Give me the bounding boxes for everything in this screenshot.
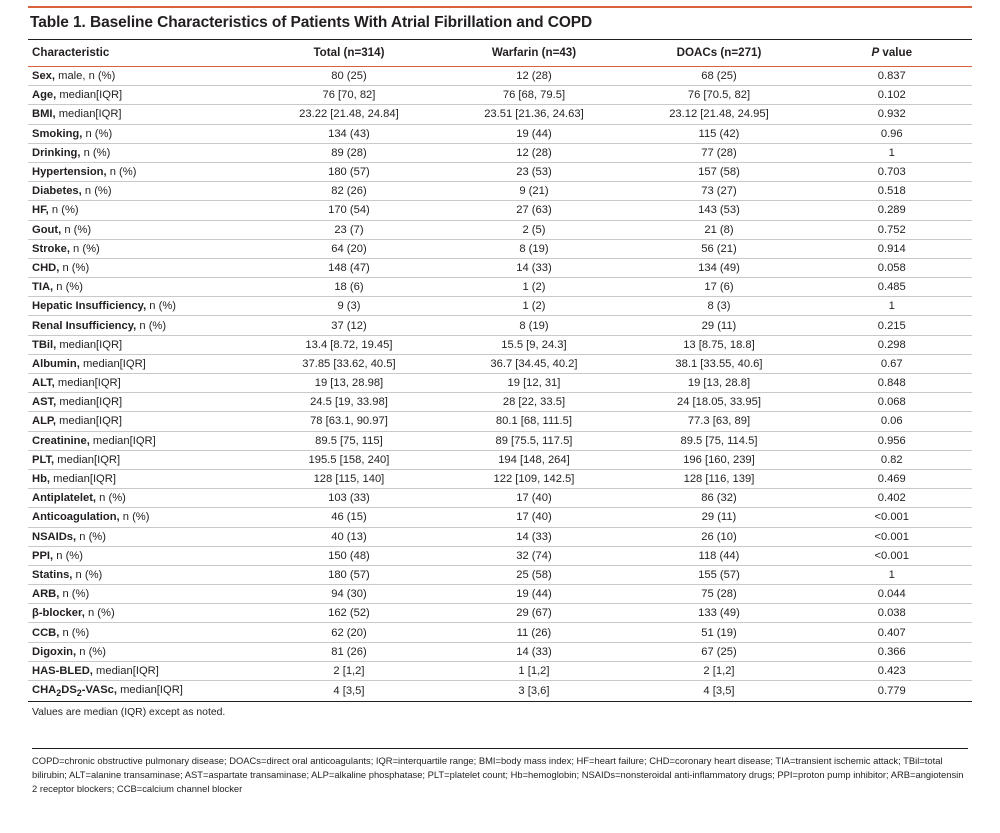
- cell-total: 180 (57): [256, 162, 441, 181]
- cell-doacs: 133 (49): [626, 604, 811, 623]
- cell-total: 46 (15): [256, 508, 441, 527]
- row-label: ARB, n (%): [28, 585, 256, 604]
- table-row: [28, 546, 972, 565]
- cell-total: 24.5 [19, 33.98]: [256, 393, 441, 412]
- cell-warfarin: 32 (74): [441, 546, 626, 565]
- cell-warfarin: 9 (21): [441, 182, 626, 201]
- cell-pvalue: 0.044: [811, 585, 972, 604]
- cell-total: 37 (12): [256, 316, 441, 335]
- table-note: Values are median (IQR) except as noted.: [32, 707, 226, 719]
- row-label: PLT, median[IQR]: [28, 450, 256, 469]
- cell-doacs: 76 [70.5, 82]: [626, 86, 811, 105]
- cell-pvalue: 0.67: [811, 354, 972, 373]
- cell-total: 62 (20): [256, 623, 441, 642]
- cell-warfarin: 27 (63): [441, 201, 626, 220]
- cell-pvalue: 0.485: [811, 278, 972, 297]
- cell-pvalue: 1: [811, 297, 972, 316]
- cell-doacs: 51 (19): [626, 623, 811, 642]
- cell-pvalue: 1: [811, 565, 972, 584]
- cell-total: 94 (30): [256, 585, 441, 604]
- cell-pvalue: 0.518: [811, 182, 972, 201]
- cell-total: 89 (28): [256, 143, 441, 162]
- cell-doacs: 29 (11): [626, 508, 811, 527]
- cell-doacs: 21 (8): [626, 220, 811, 239]
- row-label: HAS-BLED, median[IQR]: [28, 661, 256, 680]
- cell-total: 170 (54): [256, 201, 441, 220]
- cell-total: 76 [70, 82]: [256, 86, 441, 105]
- cell-doacs: 118 (44): [626, 546, 811, 565]
- cell-total: 37.85 [33.62, 40.5]: [256, 354, 441, 373]
- cell-doacs: 24 [18.05, 33.95]: [626, 393, 811, 412]
- table-row: [28, 508, 972, 527]
- table-footnotes: COPD=chronic obstructive pulmonary disease; DOACs=direct oral anticoagulants; IQR=interquartile range; BMI=body mass index; HF=heart failure; CHD=coronary heart disease; TIA=transient ischemic attack; TBil=total bilirubin; ALT=alanine transaminase; AST=aspartate transaminase; ALP=alkaline phosphatase; PLT=platelet count; Hb=hemoglobin; NSAIDs=nonsteroidal anti-inflammatory drugs; PPI=proton pump inhibitor; ARB=angiotensin 2 receptor blockers; CCB=calcium channel blocker: [32, 755, 964, 794]
- cell-pvalue: 0.068: [811, 393, 972, 412]
- cell-total: 18 (6): [256, 278, 441, 297]
- table-row: [28, 124, 972, 143]
- cell-pvalue: 0.102: [811, 86, 972, 105]
- table-row: [28, 182, 972, 201]
- cell-doacs: 68 (25): [626, 67, 811, 86]
- cell-total: 9 (3): [256, 297, 441, 316]
- cell-warfarin: 17 (40): [441, 489, 626, 508]
- row-label: CCB, n (%): [28, 623, 256, 642]
- table-row: [28, 623, 972, 642]
- cell-total: 64 (20): [256, 239, 441, 258]
- table-row: [28, 527, 972, 546]
- cell-warfarin: 1 (2): [441, 297, 626, 316]
- cell-warfarin: 36.7 [34.45, 40.2]: [441, 354, 626, 373]
- cell-warfarin: 122 [109, 142.5]: [441, 469, 626, 488]
- cell-doacs: 13 [8.75, 18.8]: [626, 335, 811, 354]
- row-label: Drinking, n (%): [28, 143, 256, 162]
- cell-doacs: 75 (28): [626, 585, 811, 604]
- cell-total: 180 (57): [256, 565, 441, 584]
- row-label: NSAIDs, n (%): [28, 527, 256, 546]
- cell-warfarin: 25 (58): [441, 565, 626, 584]
- cell-total: 128 [115, 140]: [256, 469, 441, 488]
- cell-pvalue: 0.038: [811, 604, 972, 623]
- table-row: [28, 450, 972, 469]
- cell-pvalue: 0.215: [811, 316, 972, 335]
- row-label: Statins, n (%): [28, 565, 256, 584]
- cell-doacs: 143 (53): [626, 201, 811, 220]
- cell-warfarin: 2 (5): [441, 220, 626, 239]
- cell-doacs: 2 [1,2]: [626, 661, 811, 680]
- cell-doacs: 73 (27): [626, 182, 811, 201]
- cell-doacs: 157 (58): [626, 162, 811, 181]
- cell-doacs: 26 (10): [626, 527, 811, 546]
- cell-pvalue: 0.96: [811, 124, 972, 143]
- cell-warfarin: 12 (28): [441, 143, 626, 162]
- table-row: [28, 105, 972, 124]
- table-row: [28, 681, 972, 702]
- table-row: [28, 412, 972, 431]
- table-body: [28, 67, 972, 702]
- row-label: Renal Insufficiency, n (%): [28, 316, 256, 335]
- cell-pvalue: 0.407: [811, 623, 972, 642]
- cell-doacs: 38.1 [33.55, 40.6]: [626, 354, 811, 373]
- cell-doacs: 4 [3,5]: [626, 681, 811, 702]
- cell-pvalue: 0.779: [811, 681, 972, 702]
- cell-pvalue: 0.703: [811, 162, 972, 181]
- row-label: Hb, median[IQR]: [28, 469, 256, 488]
- cell-pvalue: 0.06: [811, 412, 972, 431]
- cell-warfarin: 14 (33): [441, 258, 626, 277]
- row-label: AST, median[IQR]: [28, 393, 256, 412]
- row-label: PPI, n (%): [28, 546, 256, 565]
- table-row: [28, 278, 972, 297]
- row-label: ALP, median[IQR]: [28, 412, 256, 431]
- table-row: [28, 585, 972, 604]
- table-row: [28, 604, 972, 623]
- cell-total: 2 [1,2]: [256, 661, 441, 680]
- cell-warfarin: 8 (19): [441, 239, 626, 258]
- cell-doacs: 67 (25): [626, 642, 811, 661]
- cell-total: 82 (26): [256, 182, 441, 201]
- cell-doacs: 17 (6): [626, 278, 811, 297]
- cell-warfarin: 19 [12, 31]: [441, 374, 626, 393]
- cell-doacs: 115 (42): [626, 124, 811, 143]
- table-row: [28, 374, 972, 393]
- column-header-warfarin: Warfarin (n=43): [441, 40, 626, 67]
- row-label: Anticoagulation, n (%): [28, 508, 256, 527]
- cell-total: 13.4 [8.72, 19.45]: [256, 335, 441, 354]
- cell-warfarin: 80.1 [68, 111.5]: [441, 412, 626, 431]
- cell-doacs: 77 (28): [626, 143, 811, 162]
- cell-pvalue: 0.402: [811, 489, 972, 508]
- row-label: ALT, median[IQR]: [28, 374, 256, 393]
- cell-warfarin: 11 (26): [441, 623, 626, 642]
- cell-pvalue: 0.058: [811, 258, 972, 277]
- cell-doacs: 134 (49): [626, 258, 811, 277]
- cell-total: 23 (7): [256, 220, 441, 239]
- cell-doacs: 56 (21): [626, 239, 811, 258]
- cell-pvalue: 0.289: [811, 201, 972, 220]
- cell-pvalue: 0.298: [811, 335, 972, 354]
- cell-pvalue: 0.423: [811, 661, 972, 680]
- cell-total: 148 (47): [256, 258, 441, 277]
- cell-warfarin: 1 [1,2]: [441, 661, 626, 680]
- cell-warfarin: 3 [3,6]: [441, 681, 626, 702]
- row-label: Age, median[IQR]: [28, 86, 256, 105]
- cell-warfarin: 14 (33): [441, 527, 626, 546]
- cell-pvalue: 1: [811, 143, 972, 162]
- row-label: Hepatic Insufficiency, n (%): [28, 297, 256, 316]
- cell-pvalue: 0.914: [811, 239, 972, 258]
- row-label: Creatinine, median[IQR]: [28, 431, 256, 450]
- cell-pvalue: 0.932: [811, 105, 972, 124]
- row-label: Albumin, median[IQR]: [28, 354, 256, 373]
- table-row: [28, 86, 972, 105]
- cell-doacs: 86 (32): [626, 489, 811, 508]
- cell-total: 103 (33): [256, 489, 441, 508]
- cell-doacs: 128 [116, 139]: [626, 469, 811, 488]
- table-row: [28, 393, 972, 412]
- cell-total: 81 (26): [256, 642, 441, 661]
- cell-pvalue: 0.366: [811, 642, 972, 661]
- row-label: Antiplatelet, n (%): [28, 489, 256, 508]
- table-row: [28, 316, 972, 335]
- cell-warfarin: 194 [148, 264]: [441, 450, 626, 469]
- cell-warfarin: 19 (44): [441, 585, 626, 604]
- cell-pvalue: 0.956: [811, 431, 972, 450]
- cell-total: 40 (13): [256, 527, 441, 546]
- cell-doacs: 29 (11): [626, 316, 811, 335]
- cell-total: 195.5 [158, 240]: [256, 450, 441, 469]
- table-row: [28, 143, 972, 162]
- cell-doacs: 23.12 [21.48, 24.95]: [626, 105, 811, 124]
- cell-pvalue: <0.001: [811, 546, 972, 565]
- cell-doacs: 8 (3): [626, 297, 811, 316]
- cell-pvalue: 0.469: [811, 469, 972, 488]
- cell-pvalue: 0.82: [811, 450, 972, 469]
- cell-warfarin: 15.5 [9, 24.3]: [441, 335, 626, 354]
- cell-pvalue: <0.001: [811, 508, 972, 527]
- cell-doacs: 89.5 [75, 114.5]: [626, 431, 811, 450]
- cell-warfarin: 8 (19): [441, 316, 626, 335]
- table-row: [28, 469, 972, 488]
- cell-pvalue: <0.001: [811, 527, 972, 546]
- cell-total: 80 (25): [256, 67, 441, 86]
- cell-doacs: 196 [160, 239]: [626, 450, 811, 469]
- table-row: [28, 354, 972, 373]
- row-label: Hypertension, n (%): [28, 162, 256, 181]
- row-label: HF, n (%): [28, 201, 256, 220]
- table-row: [28, 642, 972, 661]
- row-label: $CHA_2DS_2$-VASc, median[IQR]: [28, 681, 256, 702]
- cell-warfarin: 23 (53): [441, 162, 626, 181]
- cell-total: 162 (52): [256, 604, 441, 623]
- cell-doacs: 155 (57): [626, 565, 811, 584]
- cell-total: 134 (43): [256, 124, 441, 143]
- cell-warfarin: 12 (28): [441, 67, 626, 86]
- table-row: [28, 335, 972, 354]
- column-header-characteristic: Characteristic: [28, 40, 256, 67]
- cell-warfarin: 28 [22, 33.5]: [441, 393, 626, 412]
- cell-total: 89.5 [75, 115]: [256, 431, 441, 450]
- table-row: [28, 220, 972, 239]
- cell-warfarin: 89 [75.5, 117.5]: [441, 431, 626, 450]
- cell-warfarin: 19 (44): [441, 124, 626, 143]
- table-row: [28, 162, 972, 181]
- cell-doacs: 77.3 [63, 89]: [626, 412, 811, 431]
- cell-warfarin: 29 (67): [441, 604, 626, 623]
- cell-pvalue: 0.848: [811, 374, 972, 393]
- row-label: Diabetes, n (%): [28, 182, 256, 201]
- cell-pvalue: 0.837: [811, 67, 972, 86]
- table-row: [28, 239, 972, 258]
- table-row: [28, 201, 972, 220]
- row-label: Stroke, n (%): [28, 239, 256, 258]
- column-header-pvalue: P value: [811, 40, 972, 67]
- row-label: Gout, n (%): [28, 220, 256, 239]
- cell-total: 19 [13, 28.98]: [256, 374, 441, 393]
- row-label: β-blocker, n (%): [28, 604, 256, 623]
- table-row: [28, 661, 972, 680]
- row-label: Digoxin, n (%): [28, 642, 256, 661]
- cell-warfarin: 1 (2): [441, 278, 626, 297]
- table-row: [28, 431, 972, 450]
- cell-total: 78 [63.1, 90.97]: [256, 412, 441, 431]
- row-label: CHD, n (%): [28, 258, 256, 277]
- column-header-doacs: DOACs (n=271): [626, 40, 811, 67]
- row-label: BMI, median[IQR]: [28, 105, 256, 124]
- cell-doacs: 19 [13, 28.8]: [626, 374, 811, 393]
- table-row: [28, 67, 972, 86]
- cell-total: 23.22 [21.48, 24.84]: [256, 105, 441, 124]
- baseline-characteristics-table: [28, 39, 972, 702]
- table-title: Table 1. Baseline Characteristics of Patients With Atrial Fibrillation and COPD: [30, 14, 593, 31]
- cell-total: 150 (48): [256, 546, 441, 565]
- column-header-total: Total (n=314): [256, 40, 441, 67]
- row-label: TBil, median[IQR]: [28, 335, 256, 354]
- cell-warfarin: 76 [68, 79.5]: [441, 86, 626, 105]
- table-row: [28, 489, 972, 508]
- row-label: TIA, n (%): [28, 278, 256, 297]
- row-label: Sex, male, n (%): [28, 67, 256, 86]
- cell-total: 4 [3,5]: [256, 681, 441, 702]
- cell-warfarin: 23.51 [21.36, 24.63]: [441, 105, 626, 124]
- cell-pvalue: 0.752: [811, 220, 972, 239]
- cell-warfarin: 17 (40): [441, 508, 626, 527]
- table-row: [28, 258, 972, 277]
- table-row: [28, 297, 972, 316]
- table-header-row: [28, 40, 972, 67]
- cell-warfarin: 14 (33): [441, 642, 626, 661]
- row-label: Smoking, n (%): [28, 124, 256, 143]
- table-row: [28, 565, 972, 584]
